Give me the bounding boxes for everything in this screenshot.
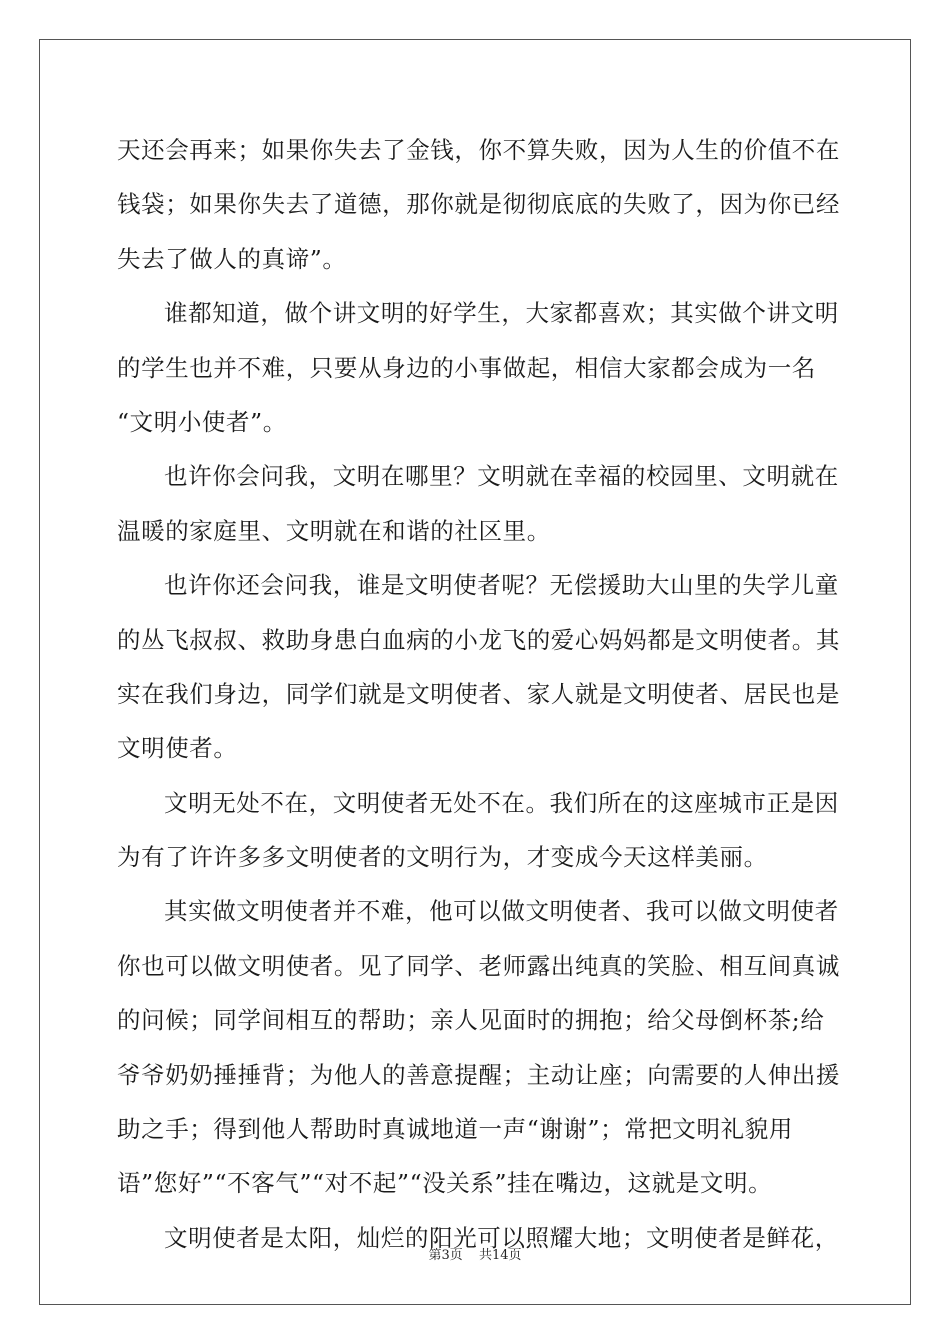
- page-total: 共14页: [478, 1248, 522, 1263]
- text-line: 的问候；同学间相互的帮助；亲人见面时的拥抱；给父母倒杯茶;给: [117, 1006, 825, 1035]
- text-line: 你也可以做文明使者。见了同学、老师露出纯真的笑脸、相互间真诚: [117, 951, 840, 980]
- text-line: 文明无处不在，文明使者无处不在。我们所在的这座城市正是因: [164, 788, 839, 817]
- page-footer: [0, 1244, 950, 1263]
- text-line: 谁都知道，做个讲文明的好学生，大家都喜欢；其实做个讲文明: [164, 299, 839, 328]
- text-line: 也许你会问我，文明在哪里？文明就在幸福的校园里、文明就在: [164, 462, 839, 491]
- text-line: 其实做文明使者并不难，他可以做文明使者、我可以做文明使者: [164, 897, 839, 926]
- page-number: 第3页: [428, 1248, 463, 1263]
- text-line: 文明使者。: [117, 734, 238, 763]
- text-line: 的学生也并不难，只要从身边的小事做起，相信大家都会成为一名: [117, 353, 816, 382]
- text-line: 的丛飞叔叔、救助身患白血病的小龙飞的爱心妈妈都是文明使者。其: [117, 625, 840, 654]
- text-line: 实在我们身边，同学们就是文明使者、家人就是文明使者、居民也是: [117, 679, 840, 708]
- text-line: “文明小使者”。: [117, 407, 287, 436]
- text-line: 天还会再来；如果你失去了金钱，你不算失败，因为人生的价值不在: [117, 136, 840, 164]
- text-line: 失去了做人的真谛”。: [117, 244, 347, 273]
- text-line: 语”您好”“不客气”“对不起”“没关系”挂在嘴边，这就是文明。: [117, 1169, 773, 1198]
- text-line: 温暖的家庭里、文明就在和谐的社区里。: [117, 516, 551, 545]
- text-line: 也许你还会问我，谁是文明使者呢？无偿援助大山里的失学儿童: [164, 571, 839, 600]
- document-body: [117, 127, 840, 1269]
- text-line: 文明使者是太阳，灿烂的阳光可以照耀大地；文明使者是鲜花，: [164, 1223, 839, 1252]
- text-line: 为有了许许多多文明使者的文明行为，才变成今天这样美丽。: [117, 843, 768, 872]
- text-line: 钱袋；如果你失去了道德，那你就是彻彻底底的失败了，因为你已经: [117, 190, 840, 219]
- text-line: 助之手；得到他人帮助时真诚地道一声“谢谢”；常把文明礼貌用: [117, 1115, 793, 1144]
- text-line: 爷爷奶奶捶捶背；为他人的善意提醒；主动让座；向需要的人伸出援: [117, 1060, 840, 1089]
